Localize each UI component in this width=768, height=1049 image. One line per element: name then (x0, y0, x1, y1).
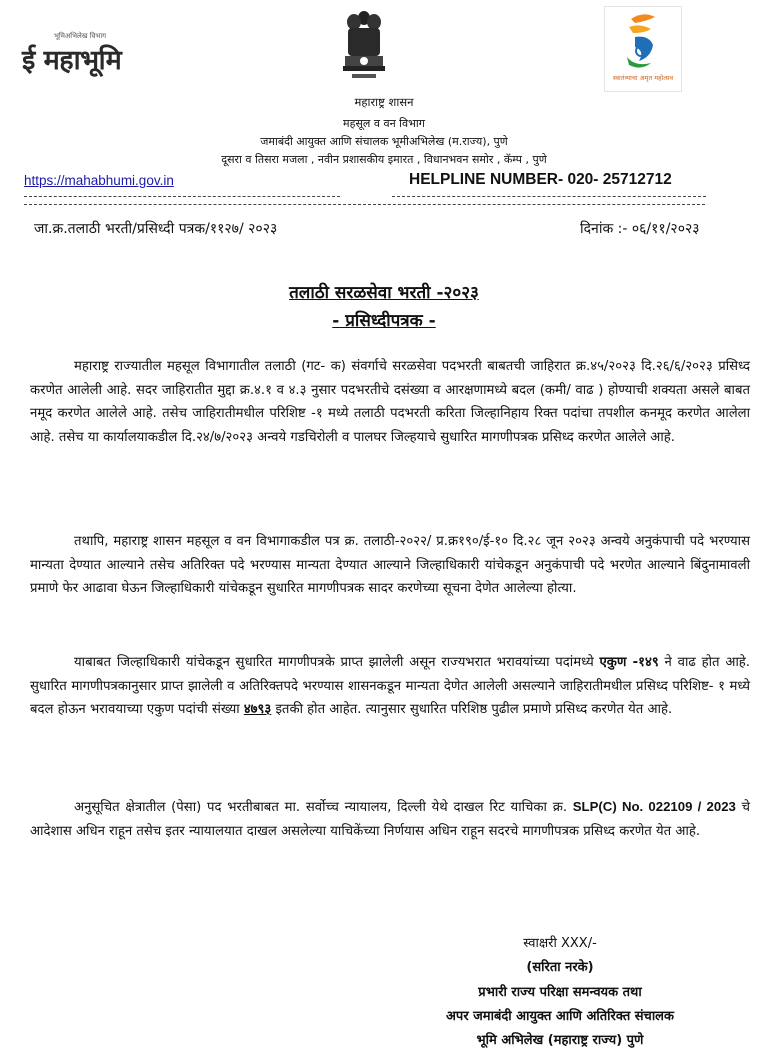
amrit-mahotsav-icon (605, 7, 681, 73)
header-line-department: महसूल व वन विभाग (343, 117, 425, 130)
paragraph-3-text: ने वाढ होत आहे. सुधारित मागणीपत्रकानुसार प्राप्त झालेली व अतिरिक्तपदे भरण्यास शासनकडून मान्यता देणेत आलेली असल्याने जाहिरातीमधील प्रसिध्द परिशिष्ट- १ मध्ये बदल होऊन भरावयाच्या एकुण पदांची संख्या (30, 655, 750, 717)
paragraph-2: तथापि, महाराष्ट्र शासन महसूल व वन विभागाकडील पत्र क्र. तलाठी-२०२२/ प्र.क्र१९०/ई-१० दि.२८ जून २०२३ अन्वये अनुकंपाची पदे भरण्यास मान्यता देण्यात आल्याने तसेच अतिरिक्त पदे भरण्यास मान्यता देण्यात आल्याने जिल्हाधिकारी यांचेकडून अनुकंपाची पदे भरणेत आल्याने बिंदुनामावली प्रमाणे फेर आढावा घेऊन जिल्हाधिकारी यांचेकडून सुधारित मागणीपत्रक सादर करणेच्या सूचना देणेत आलेल्या होत्या. (30, 534, 750, 596)
paragraph-3-text: याबाबत जिल्हाधिकारी यांचेकडून सुधारित मागणीपत्रके प्राप्त झालेली असून राज्यभरात भरावयांच्या पदांमध्ये (74, 655, 600, 670)
divider (24, 196, 340, 197)
website-link[interactable]: https://mahabhumi.gov.in (24, 173, 174, 188)
amrit-mahotsav-logo (604, 6, 682, 92)
paragraph-1: महाराष्ट्र राज्यातील महसूल विभागातील तलाठी (गट- क) संवर्गाचे सरळसेवा पदभरती बाबतची जाहिरात क्र.४५/२०२३ दि.२६/६/२०२३ प्रसिध्द करणेत आलेली आहे. सदर जाहिरातीत मुद्दा क्र.४.१ व ४.३ नुसार पदभरतीचे दसंख्या व आरक्षणामध्ये बदल (कमी/ वाढ ) होण्याची शक्यता असले बाबत नमूद करणेत आलेले आहे. तसेच जाहिरातीमधील परिशिष्ट -१ मध्ये तलाठी पदभरती करिता जिल्हानिहाय रिक्त पदांचा तपशील कनमूद करणेत आलेला आहे. तसेच या कार्यालयाकडील दि.२४/७/२०२३ अन्वये गडचिरोली व पालघर जिल्हयाचे सुधारित मागणीपत्रक प्रसिध्द करणेत आलेले आहे. (30, 359, 750, 445)
document-subtitle (0, 308, 768, 331)
signature: स्वाक्षरी XXX/- (523, 936, 597, 951)
header-line-government: महाराष्ट्र शासन (354, 95, 414, 109)
reference-number: जा.क्र.तलाठी भरती/प्रसिध्दी पत्रक/११२७/ २०२३ (34, 221, 278, 237)
logo-tagline: भूमिअभिलेख विभाग (54, 32, 107, 40)
case-number: SLP(C) No. 022109 / 2023 (572, 799, 736, 814)
increase-count: एकुण -१४९ (599, 655, 659, 670)
paragraph-4-text: अनुसूचित क्षेत्रातील (पेसा) पद भरतीबाबत मा. सर्वोच्च न्यायालय, दिल्ली येथे दाखल रिट याचिका क्र. (74, 800, 573, 815)
logo-text: ई महाभूमि (22, 45, 122, 76)
document-title-text: तलाठी सरळसेवा भरती -२०२३ (289, 283, 479, 303)
signatory-designation-1: प्रभारी राज्य परिक्षा समन्वयक तथा (478, 985, 642, 1000)
divider (24, 204, 705, 205)
paragraph-3 (30, 651, 750, 722)
document-subtitle-text: - प्रसिध्दीपत्रक - (332, 311, 436, 331)
header-line-address: दूसरा व तिसरा मजला , नवीन प्रशासकीय इमारत , विधानभवन समोर , कॅम्प , पुणे (221, 153, 547, 166)
header-line-office: जमाबंदी आयुक्त आणि संचालक भूमीअभिलेख (म.राज्य), पुणे (260, 135, 508, 148)
logo-tagline: स्वातंत्र्याचा अमृत महोत्सव (612, 74, 674, 82)
mahabhumi-logo (22, 32, 164, 84)
total-posts: ४७९३ (243, 702, 272, 717)
signatory-designation-2: अपर जमाबंदी आयुक्त आणि अतिरिक्त संचालक (446, 1009, 674, 1024)
ashoka-emblem-icon (339, 8, 389, 88)
signatory-name: (सरिता नरके) (526, 960, 594, 975)
signatory-designation-3: भूमि अभिलेख (महाराष्ट्र राज्य) पुणे (476, 1033, 644, 1048)
paragraph-3-text: इतकी होत आहेत. त्यानुसार सुधारित परिशिष्ठ पुढील प्रमाणे प्रसिध्द करणेत येत आहे. (271, 702, 673, 717)
document-title (0, 280, 768, 303)
document-date: दिनांक :- ०६/११/२०२३ (580, 221, 700, 237)
helpline-number: HELPLINE NUMBER- 020- 25712712 (409, 171, 672, 188)
paragraph-4-text: चे आदेशास अधिन राहून तसेच इतर न्यायालयात दाखल असलेल्या याचिकेंच्या निर्णयास अधिन राहून सदरचे मागणीपत्रक प्रसिध्द करणेत येत आहे. (30, 800, 751, 839)
paragraph-4 (30, 795, 750, 843)
divider (392, 196, 706, 197)
